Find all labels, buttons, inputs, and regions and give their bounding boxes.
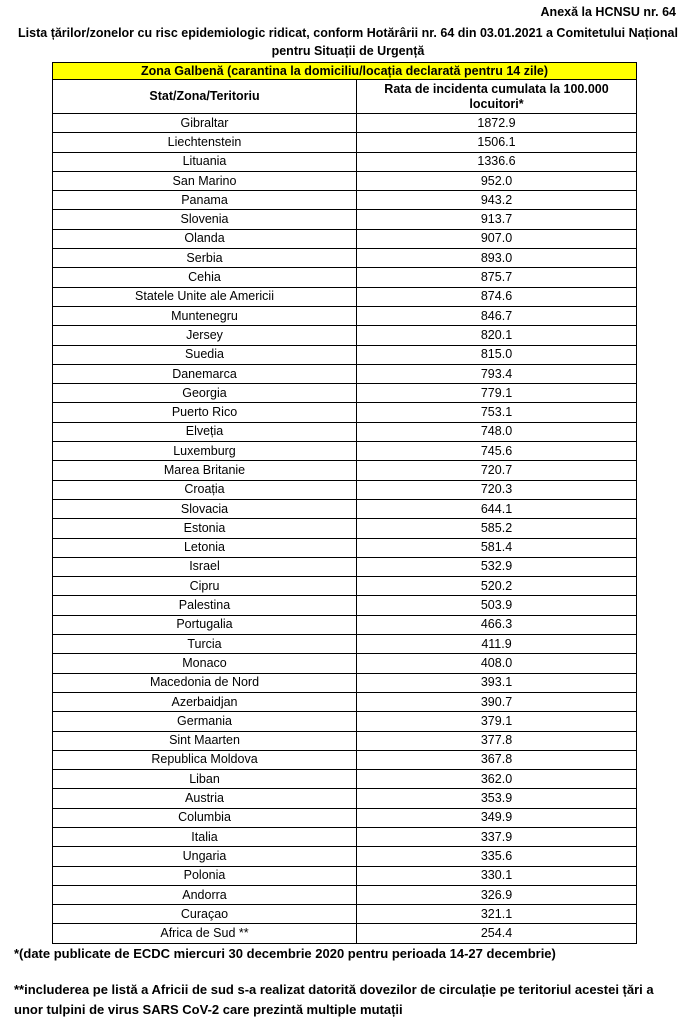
table-row bbox=[53, 171, 637, 190]
zone-label: Zona Galbenă (carantina la domiciliu/locația declarată pentru 14 zile) bbox=[53, 63, 637, 80]
country-cell: Republica Moldova bbox=[53, 750, 357, 769]
table-row bbox=[53, 114, 637, 133]
table-row bbox=[53, 461, 637, 480]
rate-cell: 875.7 bbox=[357, 268, 637, 287]
country-cell: Olanda bbox=[53, 229, 357, 248]
table-row bbox=[53, 712, 637, 731]
rate-cell: 367.8 bbox=[357, 750, 637, 769]
table-row bbox=[53, 326, 637, 345]
table-row bbox=[53, 538, 637, 557]
rate-cell: 585.2 bbox=[357, 519, 637, 538]
table-row bbox=[53, 152, 637, 171]
table-row bbox=[53, 191, 637, 210]
rate-cell: 503.9 bbox=[357, 596, 637, 615]
table-row bbox=[53, 924, 637, 943]
rate-cell: 893.0 bbox=[357, 249, 637, 268]
country-cell: Jersey bbox=[53, 326, 357, 345]
table-row bbox=[53, 345, 637, 364]
country-cell: Sint Maarten bbox=[53, 731, 357, 750]
table-row bbox=[53, 287, 637, 306]
table-row bbox=[53, 750, 637, 769]
country-cell: Slovacia bbox=[53, 499, 357, 518]
rate-cell: 581.4 bbox=[357, 538, 637, 557]
table-row bbox=[53, 615, 637, 634]
rate-cell: 520.2 bbox=[357, 577, 637, 596]
table-row bbox=[53, 384, 637, 403]
table-row bbox=[53, 249, 637, 268]
rate-cell: 874.6 bbox=[357, 287, 637, 306]
rate-cell: 254.4 bbox=[357, 924, 637, 943]
rate-cell: 349.9 bbox=[357, 808, 637, 827]
rate-cell: 321.1 bbox=[357, 905, 637, 924]
table-row bbox=[53, 808, 637, 827]
table-row bbox=[53, 847, 637, 866]
rate-cell: 1506.1 bbox=[357, 133, 637, 152]
country-cell: Muntenegru bbox=[53, 306, 357, 325]
table-row bbox=[53, 885, 637, 904]
country-cell: Letonia bbox=[53, 538, 357, 557]
country-cell: Puerto Rico bbox=[53, 403, 357, 422]
rate-cell: 644.1 bbox=[357, 499, 637, 518]
rate-cell: 377.8 bbox=[357, 731, 637, 750]
rate-cell: 1336.6 bbox=[357, 152, 637, 171]
rate-cell: 846.7 bbox=[357, 306, 637, 325]
title-line-1: Lista țărilor/zonelor cu risc epidemiologic ridicat, conform Hotărârii nr. 64 din 03.01.2021 a Comitetului Național bbox=[18, 26, 678, 40]
rate-cell: 408.0 bbox=[357, 654, 637, 673]
rate-cell: 745.6 bbox=[357, 442, 637, 461]
table-row bbox=[53, 557, 637, 576]
country-cell: Turcia bbox=[53, 635, 357, 654]
table-row bbox=[53, 654, 637, 673]
country-cell: Cehia bbox=[53, 268, 357, 287]
rate-cell: 1872.9 bbox=[357, 114, 637, 133]
rate-cell: 337.9 bbox=[357, 827, 637, 846]
column-header-row bbox=[53, 80, 637, 114]
country-cell: Liban bbox=[53, 770, 357, 789]
page-title bbox=[0, 24, 696, 60]
country-cell: Suedia bbox=[53, 345, 357, 364]
country-cell: Liechtenstein bbox=[53, 133, 357, 152]
rate-cell: 390.7 bbox=[357, 692, 637, 711]
table-row bbox=[53, 364, 637, 383]
rate-cell: 913.7 bbox=[357, 210, 637, 229]
rate-cell: 748.0 bbox=[357, 422, 637, 441]
table-row bbox=[53, 866, 637, 885]
country-cell: Croația bbox=[53, 480, 357, 499]
annex-label: Anexă la HCNSU nr. 64 bbox=[540, 5, 676, 19]
rate-cell: 330.1 bbox=[357, 866, 637, 885]
country-cell: Curaçao bbox=[53, 905, 357, 924]
rate-cell: 335.6 bbox=[357, 847, 637, 866]
table-row bbox=[53, 403, 637, 422]
table-row bbox=[53, 229, 637, 248]
rate-cell: 907.0 bbox=[357, 229, 637, 248]
table-row bbox=[53, 731, 637, 750]
country-cell: Elveția bbox=[53, 422, 357, 441]
table-row bbox=[53, 133, 637, 152]
footnote-ecdc: *(date publicate de ECDC miercuri 30 decembrie 2020 pentru perioada 14-27 decembrie) bbox=[14, 946, 556, 961]
country-cell: Panama bbox=[53, 191, 357, 210]
table-row bbox=[53, 789, 637, 808]
country-cell: Azerbaidjan bbox=[53, 692, 357, 711]
country-cell: Macedonia de Nord bbox=[53, 673, 357, 692]
country-cell: Serbia bbox=[53, 249, 357, 268]
zone-header-row bbox=[53, 63, 637, 80]
country-cell: Marea Britanie bbox=[53, 461, 357, 480]
country-cell: Lituania bbox=[53, 152, 357, 171]
table-row bbox=[53, 210, 637, 229]
table-row bbox=[53, 635, 637, 654]
table-row bbox=[53, 519, 637, 538]
country-cell: Austria bbox=[53, 789, 357, 808]
table-row bbox=[53, 827, 637, 846]
table-row bbox=[53, 422, 637, 441]
rate-cell: 943.2 bbox=[357, 191, 637, 210]
country-cell: Statele Unite ale Americii bbox=[53, 287, 357, 306]
footnote-south-africa: **includerea pe listă a Africii de sud s-a realizat datorită dovezilor de circulație pe teritoriul acestei țări a unor tulpini de virus SARS CoV-2 care prezintă multiple mutații bbox=[14, 982, 654, 1017]
rate-cell: 815.0 bbox=[357, 345, 637, 364]
table-row bbox=[53, 673, 637, 692]
rate-cell: 793.4 bbox=[357, 364, 637, 383]
rate-cell: 326.9 bbox=[357, 885, 637, 904]
country-cell: Italia bbox=[53, 827, 357, 846]
table-row bbox=[53, 268, 637, 287]
country-cell: Danemarca bbox=[53, 364, 357, 383]
country-cell: Andorra bbox=[53, 885, 357, 904]
country-cell: Columbia bbox=[53, 808, 357, 827]
column-header-country: Stat/Zona/Teritoriu bbox=[53, 80, 357, 114]
country-cell: San Marino bbox=[53, 171, 357, 190]
rate-cell: 466.3 bbox=[357, 615, 637, 634]
table-row bbox=[53, 596, 637, 615]
rate-cell: 532.9 bbox=[357, 557, 637, 576]
country-cell: Africa de Sud ** bbox=[53, 924, 357, 943]
rate-cell: 779.1 bbox=[357, 384, 637, 403]
country-cell: Ungaria bbox=[53, 847, 357, 866]
country-cell: Monaco bbox=[53, 654, 357, 673]
table-row bbox=[53, 692, 637, 711]
column-header-rate: Rata de incidenta cumulata la 100.000 locuitori* bbox=[357, 80, 637, 114]
rate-cell: 393.1 bbox=[357, 673, 637, 692]
country-cell: Cipru bbox=[53, 577, 357, 596]
rate-cell: 411.9 bbox=[357, 635, 637, 654]
table-row bbox=[53, 770, 637, 789]
rate-cell: 952.0 bbox=[357, 171, 637, 190]
table-row bbox=[53, 442, 637, 461]
rate-cell: 753.1 bbox=[357, 403, 637, 422]
table-row bbox=[53, 499, 637, 518]
rate-cell: 720.3 bbox=[357, 480, 637, 499]
country-cell: Gibraltar bbox=[53, 114, 357, 133]
rate-cell: 820.1 bbox=[357, 326, 637, 345]
country-cell: Israel bbox=[53, 557, 357, 576]
rate-cell: 379.1 bbox=[357, 712, 637, 731]
country-cell: Portugalia bbox=[53, 615, 357, 634]
country-cell: Polonia bbox=[53, 866, 357, 885]
country-cell: Germania bbox=[53, 712, 357, 731]
rate-cell: 362.0 bbox=[357, 770, 637, 789]
table-row bbox=[53, 905, 637, 924]
risk-table bbox=[52, 62, 637, 944]
table-row bbox=[53, 577, 637, 596]
table-row bbox=[53, 306, 637, 325]
country-cell: Georgia bbox=[53, 384, 357, 403]
rate-cell: 353.9 bbox=[357, 789, 637, 808]
table-row bbox=[53, 480, 637, 499]
country-cell: Luxemburg bbox=[53, 442, 357, 461]
rate-cell: 720.7 bbox=[357, 461, 637, 480]
country-cell: Slovenia bbox=[53, 210, 357, 229]
country-cell: Palestina bbox=[53, 596, 357, 615]
country-cell: Estonia bbox=[53, 519, 357, 538]
title-line-2: pentru Situații de Urgență bbox=[271, 44, 425, 58]
